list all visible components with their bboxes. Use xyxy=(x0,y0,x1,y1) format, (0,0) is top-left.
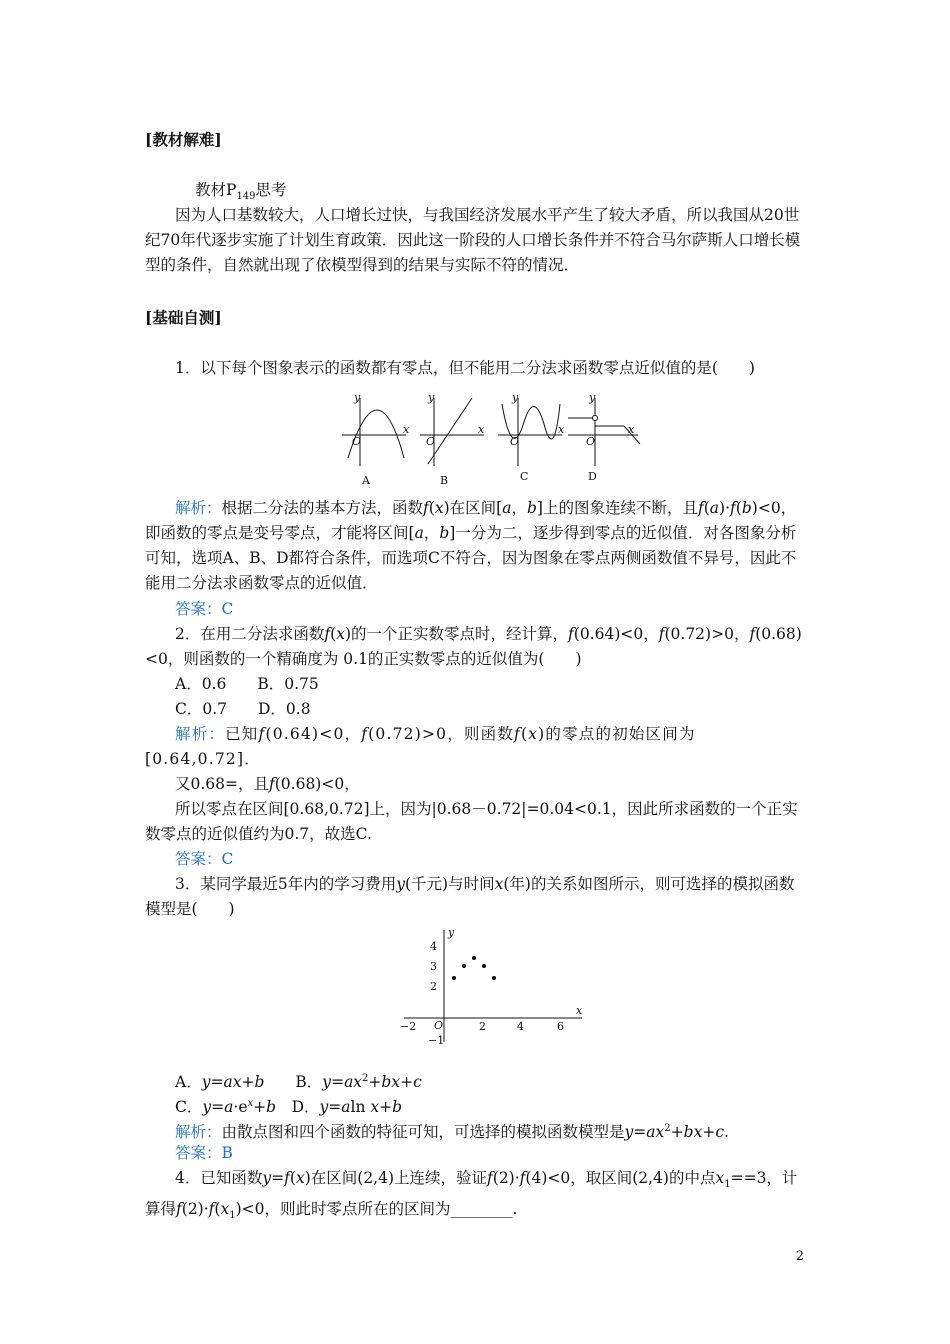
q1-answer: 答案：C xyxy=(175,600,234,618)
q3-answer: 答案：B xyxy=(175,1144,233,1162)
svg-text:O: O xyxy=(586,435,596,448)
q3-scatter-chart xyxy=(400,926,590,1048)
q3-stem: 3．某同学最近5年内的学习费用y(千元)与时间x(年)的关系如图所示，则可选择的模拟函数模型是( ) xyxy=(145,875,795,918)
q2-answer: 答案：C xyxy=(175,850,234,868)
graph-label-d: D xyxy=(588,470,597,483)
svg-text:y: y xyxy=(428,391,435,404)
svg-text:O: O xyxy=(434,1019,444,1032)
graph-label-c: C xyxy=(520,470,529,483)
y-tick-2: 2 xyxy=(430,980,437,993)
svg-text:y: y xyxy=(589,391,596,404)
q2-stem: 2．在用二分法求函数f(x)的一个正实数零点时，经计算，f(0.64)<0，f(0.72)>0，f(0.68)<0，则函数的一个精确度为 0.1的正实数零点的近似值为( ) xyxy=(145,625,802,668)
section-title-selftest: [基础自测] xyxy=(145,308,222,327)
graph-label-b: B xyxy=(440,474,449,487)
scatter-point-4 xyxy=(482,964,486,968)
scatter-point-2 xyxy=(462,964,466,968)
x-tick-2: 2 xyxy=(479,1020,486,1033)
scatter-point-3 xyxy=(472,956,476,960)
q2-options-1: A．0.6 B．0.75 xyxy=(175,675,319,693)
y-tick-4: 4 xyxy=(430,940,437,953)
svg-text:y: y xyxy=(354,391,361,404)
graph-label-a: A xyxy=(362,474,370,487)
x-tick-4: 4 xyxy=(517,1020,524,1033)
svg-text:O: O xyxy=(426,435,436,448)
q2-analysis-2: 又0.68=，且f(0.68)<0， xyxy=(175,775,360,793)
svg-text:x: x xyxy=(478,423,485,436)
svg-text:O: O xyxy=(510,435,520,448)
x-tick-neg2: −2 xyxy=(400,1020,417,1033)
textbook-paragraph: 因为人口基数较大，人口增长过快，与我国经济发展水平产生了较大矛盾，所以我国从20世纪70年代逐步实施了计划生育政策．因此这一阶段的人口增长条件并不符合马尔萨斯人口增长模型的条件，自然就出现了依模型得到的结果与实际不符的情况． xyxy=(145,206,801,274)
q4-stem: 4．已知函数y=f(x)在区间(2,4)上连续，验证f(2)·f(4)<0，取区间(2,4)的中点$x_1==3$，计算得$f(2)\cdot f(x_1)<0$，则此时零点所在的区间为________. xyxy=(145,1169,798,1222)
section-title-textbook: [教材解难] xyxy=(145,130,222,149)
q1-stem: 1．以下每个图象表示的函数都有零点，但不能用二分法求函数零点近似值的是( ) xyxy=(175,359,755,377)
q3-analysis: 解析：由散点图和四个函数的特征可知，可选择的模拟函数模型是$y=ax^2+bx+c$. xyxy=(175,1123,729,1142)
q2-analysis-3: 所以零点在区间[0.68,0.72]上，因为|0.68－0.72|=0.04<0.1，因此所求函数的一个正实数零点的近似值约为0.7，故选C. xyxy=(145,800,798,843)
svg-text:x: x xyxy=(403,423,410,436)
q3-options-1: A．y=ax+b B．$y=ax^2+bx+c$ xyxy=(175,1073,422,1092)
page-number: 2 xyxy=(795,1249,804,1264)
q1-graphs xyxy=(340,388,650,488)
svg-text:y: y xyxy=(448,926,455,939)
svg-text:y: y xyxy=(512,391,519,404)
q3-options-2: C．$y=a\cdot e^x+b$ D．y=aln x+b xyxy=(175,1098,403,1117)
y-tick-neg1: −1 xyxy=(428,1034,445,1047)
q2-analysis: 解析：已知f(0.64)<0，f(0.72)>0，则函数f(x)的零点的初始区间为[0.64,0.72]． xyxy=(145,725,696,768)
textbook-ref: 教材$P_{149}$思考 xyxy=(195,181,287,203)
scatter-point-5 xyxy=(492,976,496,980)
svg-text:x: x xyxy=(576,1004,583,1017)
svg-text:O: O xyxy=(352,435,362,448)
y-tick-3: 3 xyxy=(430,960,437,973)
q2-options-2: C．0.7 D．0.8 xyxy=(175,700,311,718)
svg-text:x: x xyxy=(628,423,635,436)
x-tick-6: 6 xyxy=(557,1020,564,1033)
scatter-point-1 xyxy=(452,976,456,980)
q1-analysis: 解析：根据二分法的基本方法，函数f(x)在区间[a，b]上的图象连续不断，且f(a)·f(b)<0，即函数的零点是变号零点，才能将区间[a，b]一分为二，逐步得到零点的近似值．对各图象分析可知，选项A、B、D都符合条件，而选项C不符合，因为图象在零点两侧函数值不异号，因此不能用二分法求函数零点的近似值． xyxy=(145,499,797,592)
svg-text:x: x xyxy=(558,423,565,436)
